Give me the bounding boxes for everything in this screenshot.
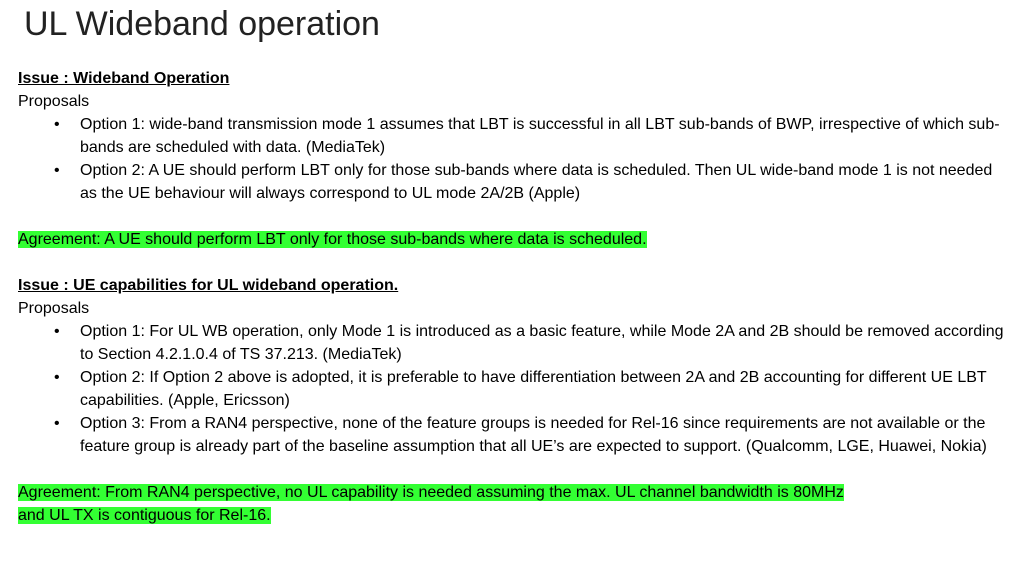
agreement-highlight-line-2: and UL TX is contiguous for Rel-16. bbox=[18, 507, 271, 524]
proposal-list bbox=[18, 113, 1008, 205]
slide-body bbox=[18, 67, 1008, 527]
proposal-text: Option 2: A UE should perform LBT only for those sub-bands where data is scheduled. Then UL wide-band mode 1 is not needed as the UE behaviour will always correspond to UL mode 2A/2B (Apple) bbox=[80, 162, 993, 202]
bullet-icon: • bbox=[54, 116, 60, 133]
proposal-item bbox=[54, 320, 1008, 366]
issue-heading-wideband: Issue : Wideband Operation bbox=[18, 70, 230, 87]
issue-heading-capabilities: Issue : UE capabilities for UL wideband operation. bbox=[18, 277, 399, 294]
bullet-icon: • bbox=[54, 323, 60, 340]
agreement-wideband bbox=[18, 228, 1008, 251]
proposal-item bbox=[54, 366, 1008, 412]
agreement-capabilities bbox=[18, 481, 1008, 527]
proposals-label: Proposals bbox=[18, 300, 90, 317]
proposal-text: Option 2: If Option 2 above is adopted, it is preferable to have differentiation between 2A and 2B accounting for different UE LBT capabilities. (Apple, Ericsson) bbox=[80, 369, 987, 409]
proposal-item bbox=[54, 159, 1008, 205]
section-1 bbox=[18, 67, 1008, 90]
section-2 bbox=[18, 274, 1008, 297]
proposal-item bbox=[54, 412, 1008, 458]
bullet-icon: • bbox=[54, 415, 60, 432]
slide-title: UL Wideband operation bbox=[24, 5, 380, 43]
proposal-item bbox=[54, 113, 1008, 159]
bullet-icon: • bbox=[54, 369, 60, 386]
bullet-icon: • bbox=[54, 162, 60, 179]
proposal-list bbox=[18, 320, 1008, 458]
proposal-text: Option 1: For UL WB operation, only Mode 1 is introduced as a basic feature, while Mode 2A and 2B should be removed according to Section 4.2.1.0.4 of TS 37.213. (MediaTek) bbox=[80, 323, 1004, 363]
proposal-text: Option 3: From a RAN4 perspective, none of the feature groups is needed for Rel-16 since requirements are not available or the feature group is already part of the baseline assumption that all UE’s are expected to support. (Qualcomm, LGE, Huawei, Nokia) bbox=[80, 415, 987, 455]
agreement-highlight-line-1: Agreement: From RAN4 perspective, no UL capability is needed assuming the max. UL channel bandwidth is 80MHz bbox=[18, 484, 844, 501]
agreement-highlight: Agreement: A UE should perform LBT only for those sub-bands where data is scheduled. bbox=[18, 231, 647, 248]
proposals-label: Proposals bbox=[18, 93, 90, 110]
proposal-text: Option 1: wide-band transmission mode 1 assumes that LBT is successful in all LBT sub-bands of BWP, irrespective of which sub-bands are scheduled with data. (MediaTek) bbox=[80, 116, 1000, 156]
